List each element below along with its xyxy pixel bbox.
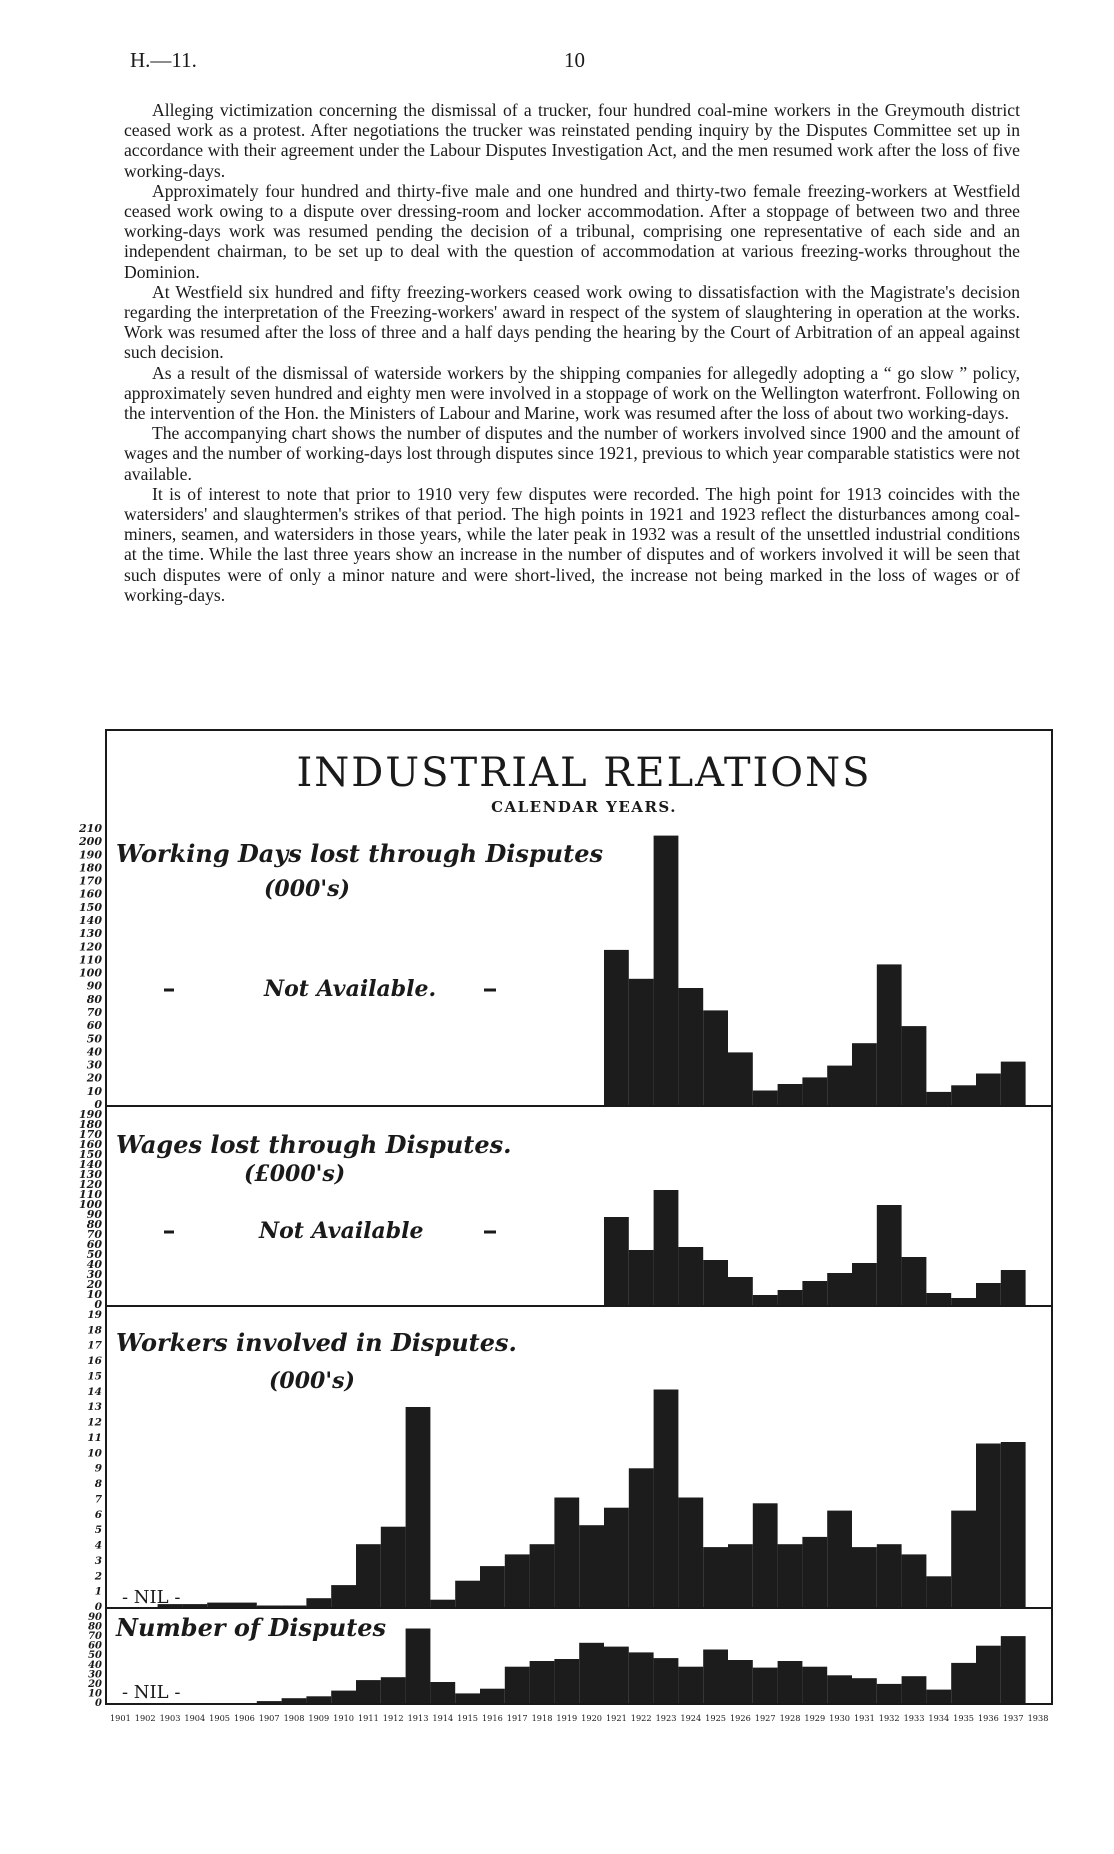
x-tick-label: 1928 <box>779 1713 801 1723</box>
y-tick-label: 110 <box>79 1188 102 1201</box>
x-tick-label: 1915 <box>457 1713 479 1723</box>
bar <box>877 964 902 1105</box>
bar <box>728 1544 753 1607</box>
y-tick-label: 130 <box>79 1168 102 1181</box>
bar <box>703 1650 728 1704</box>
bar <box>232 1603 257 1607</box>
bar <box>778 1290 803 1305</box>
y-tick-label: 8 <box>94 1478 102 1491</box>
y-tick-label: 30 <box>86 1058 102 1072</box>
bar <box>753 1503 778 1607</box>
bar <box>678 1498 703 1608</box>
bar <box>753 1091 778 1106</box>
x-tick-label: 1910 <box>333 1713 355 1723</box>
bar <box>530 1661 555 1703</box>
panel-units: (000's) <box>264 876 350 902</box>
y-tick-label: 9 <box>94 1462 102 1475</box>
bar <box>1001 1270 1026 1305</box>
x-tick-label: 1925 <box>705 1713 727 1723</box>
x-tick-label: 1904 <box>184 1713 206 1723</box>
bar <box>455 1581 480 1607</box>
x-tick-label: 1907 <box>258 1713 280 1723</box>
bar <box>778 1544 803 1607</box>
bar <box>604 950 629 1105</box>
bar <box>678 1667 703 1703</box>
chart-title: INDUSTRIAL RELATIONS <box>296 750 872 796</box>
y-tick-label: 30 <box>86 1268 102 1281</box>
bar <box>282 1698 307 1703</box>
bar <box>976 1444 1001 1608</box>
y-tick-label: 0 <box>94 1298 102 1311</box>
x-tick-label: 1937 <box>1002 1713 1024 1723</box>
y-tick-label: 160 <box>79 887 102 901</box>
y-tick-label: 0 <box>94 1098 102 1111</box>
bar <box>852 1043 877 1105</box>
y-tick-label: 120 <box>79 940 102 954</box>
x-tick-label: 1906 <box>233 1713 255 1723</box>
bar <box>802 1281 827 1305</box>
y-tick-label: 180 <box>79 1118 102 1131</box>
bar <box>232 1703 257 1704</box>
bar <box>480 1566 505 1607</box>
bar <box>505 1554 530 1607</box>
bar <box>381 1527 406 1607</box>
x-tick-label: 1901 <box>109 1713 131 1723</box>
x-tick-label: 1922 <box>630 1713 652 1723</box>
x-tick-label: 1902 <box>134 1713 156 1723</box>
bar <box>257 1606 282 1608</box>
x-tick-label: 1936 <box>977 1713 999 1723</box>
bar <box>579 1643 604 1703</box>
y-tick-label: 190 <box>79 848 102 862</box>
x-tick-label: 1929 <box>804 1713 826 1723</box>
bar <box>629 1250 654 1305</box>
bar <box>381 1677 406 1703</box>
bar <box>654 1190 679 1305</box>
bar <box>207 1703 232 1704</box>
y-tick-label: 80 <box>86 992 102 1006</box>
bar <box>629 1652 654 1703</box>
y-tick-label: 60 <box>88 1640 102 1652</box>
bar <box>827 1066 852 1105</box>
y-tick-label: 4 <box>94 1539 102 1552</box>
y-tick-label: 80 <box>88 1621 102 1633</box>
document-reference: H.—11. <box>130 48 197 72</box>
bar <box>802 1537 827 1607</box>
bar <box>976 1646 1001 1703</box>
bar <box>902 1676 927 1703</box>
bar <box>406 1629 431 1704</box>
paragraph: Approximately four hundred and thirty-five male and one hundred and thirty-two female freezing-workers at Westfield ceased work owing to a dispute over dressing-room and locker accommodation. After a stoppage of between two and three working-days work was resumed pending the decision of a tribunal, comprising one representative of each side and an independent chairman, to be set up to deal with the question of accommodation at various freezing-works throughout the Dominion. <box>124 180 1020 282</box>
y-tick-label: 70 <box>86 1228 102 1241</box>
y-tick-label: 60 <box>86 1238 102 1251</box>
x-tick-label: 1909 <box>308 1713 330 1723</box>
x-tick-label: 1924 <box>680 1713 702 1723</box>
y-tick-label: 90 <box>86 1208 102 1221</box>
bar <box>406 1407 431 1607</box>
x-tick-label: 1905 <box>209 1713 231 1723</box>
bar <box>182 1703 207 1704</box>
chart-svg <box>64 728 1054 1728</box>
y-tick-label: 120 <box>79 1178 102 1191</box>
x-tick-label: 1903 <box>159 1713 181 1723</box>
bar <box>703 1547 728 1607</box>
x-tick-label: 1911 <box>357 1713 379 1723</box>
y-tick-label: 0 <box>94 1601 102 1613</box>
bar <box>678 1247 703 1305</box>
bar <box>728 1660 753 1703</box>
y-tick-label: 16 <box>87 1355 102 1368</box>
paragraph: Alleging victimization concerning the dismissal of a trucker, four hundred coal-mine workers in the Greymouth district ceased work as a protest. After negotiations the trucker was reinstated pending inquiry by the Disputes Committee set up in accordance with their agreement under the Labour Disputes Investigation Act, and the men resumed work after the loss of five working-days. <box>124 100 1020 181</box>
x-tick-label: 1932 <box>878 1713 900 1723</box>
x-tick-label: 1930 <box>829 1713 851 1723</box>
bar <box>505 1667 530 1703</box>
y-tick-label: 140 <box>79 914 102 927</box>
y-tick-label: 180 <box>79 861 102 875</box>
y-tick-label: 200 <box>79 835 102 849</box>
x-tick-label: 1914 <box>432 1713 454 1723</box>
body-text <box>124 100 1020 605</box>
y-tick-label: 70 <box>88 1631 102 1643</box>
panel-title: Wages lost through Disputes. <box>116 1130 512 1159</box>
bar <box>778 1661 803 1703</box>
x-tick-label: 1934 <box>928 1713 950 1723</box>
bar <box>877 1544 902 1607</box>
y-tick-label: 14 <box>87 1385 102 1398</box>
y-tick-label: 50 <box>86 1248 102 1261</box>
y-tick-label: 130 <box>79 927 102 941</box>
y-tick-label: 10 <box>86 1084 102 1098</box>
bar <box>604 1647 629 1703</box>
bar <box>356 1544 381 1607</box>
bar <box>728 1277 753 1305</box>
bar <box>356 1680 381 1703</box>
bar <box>182 1604 207 1607</box>
bar <box>1001 1636 1026 1703</box>
y-tick-label: 100 <box>79 1198 102 1211</box>
bar <box>654 1390 679 1608</box>
bar <box>654 1658 679 1703</box>
bar <box>926 1576 951 1607</box>
y-tick-label: 70 <box>86 1006 102 1019</box>
y-tick-label: 5 <box>94 1524 102 1537</box>
y-tick-label: 20 <box>86 1278 102 1291</box>
y-tick-label: 40 <box>88 1659 102 1671</box>
y-tick-label: 10 <box>88 1688 102 1700</box>
bar <box>877 1684 902 1703</box>
x-tick-label: 1918 <box>531 1713 553 1723</box>
y-tick-label: 40 <box>86 1258 102 1271</box>
paragraph: It is of interest to note that prior to 1910 very few disputes were recorded. The high point for 1913 coincides with the watersiders' and slaughtermen's strikes of that period. The high points in 1921 and 1923 reflect the disturbances among coal-miners, seamen, and watersiders in those years, while the later peak in 1932 was a result of the unsettled industrial conditions at the time. While the last three years show an increase in the number of disputes and of workers involved it will be seen that such disputes were of only a minor nature and were short-lived, the increase not being marked in the loss of wages or of working-days. <box>124 483 1020 605</box>
bar <box>306 1598 331 1607</box>
y-tick-label: 15 <box>87 1370 102 1383</box>
y-tick-label: 13 <box>87 1401 102 1414</box>
x-tick-label: 1927 <box>754 1713 776 1723</box>
x-tick-label: 1912 <box>382 1713 404 1723</box>
x-tick-label: 1935 <box>953 1713 975 1723</box>
bar <box>802 1077 827 1105</box>
bar <box>282 1606 307 1608</box>
y-tick-label: 160 <box>79 1138 102 1151</box>
bar <box>629 979 654 1105</box>
y-tick-label: 40 <box>86 1045 102 1059</box>
bar <box>926 1092 951 1105</box>
bar <box>306 1696 331 1703</box>
y-tick-label: 19 <box>87 1309 102 1321</box>
y-tick-label: 90 <box>88 1612 102 1623</box>
y-tick-label: 10 <box>86 1288 102 1301</box>
y-tick-label: 10 <box>87 1447 102 1460</box>
bar <box>951 1085 976 1105</box>
x-tick-label: 1917 <box>506 1713 528 1723</box>
bar <box>480 1689 505 1703</box>
bar <box>158 1703 183 1704</box>
bar <box>455 1693 480 1703</box>
bar <box>753 1668 778 1703</box>
bar <box>207 1603 232 1607</box>
x-tick-label: 1923 <box>655 1713 677 1723</box>
bar <box>554 1498 579 1608</box>
paragraph: The accompanying chart shows the number of disputes and the number of workers involved since 1900 and the amount of wages and the number of working-days lost through disputes since 1921, previous to which year comparable statistics were not available. <box>124 423 1020 484</box>
bar <box>430 1682 455 1703</box>
y-tick-label: 150 <box>79 900 102 914</box>
bar <box>852 1547 877 1607</box>
page-number: 10 <box>564 48 585 72</box>
bar <box>976 1283 1001 1305</box>
bar <box>802 1667 827 1703</box>
x-tick-label: 1921 <box>605 1713 627 1723</box>
panel-title: Number of Disputes <box>116 1613 387 1642</box>
x-tick-label: 1908 <box>283 1713 305 1723</box>
y-tick-label: 50 <box>86 1032 102 1046</box>
nil-note: - NIL - <box>122 1682 181 1703</box>
bar <box>604 1508 629 1607</box>
y-tick-label: 100 <box>79 966 102 980</box>
bar <box>877 1205 902 1305</box>
y-tick-label: 3 <box>94 1554 102 1567</box>
y-tick-label: 80 <box>86 1218 102 1231</box>
x-tick-label: 1931 <box>853 1713 875 1723</box>
y-tick-label: 60 <box>86 1019 102 1033</box>
bar <box>1001 1062 1026 1105</box>
chart-subtitle: CALENDAR YEARS. <box>491 798 677 816</box>
bar <box>753 1295 778 1305</box>
y-tick-label: 2 <box>94 1570 102 1583</box>
y-tick-label: 150 <box>79 1148 102 1161</box>
bar <box>951 1298 976 1305</box>
y-tick-label: 170 <box>79 1128 102 1141</box>
bar <box>827 1675 852 1703</box>
industrial-relations-chart <box>64 728 1054 1728</box>
y-tick-label: 7 <box>94 1493 102 1506</box>
panel-title: Workers involved in Disputes. <box>116 1328 517 1357</box>
x-tick-label: 1938 <box>1027 1713 1049 1723</box>
bar <box>430 1600 455 1607</box>
y-tick-label: 1 <box>94 1585 102 1598</box>
bar <box>703 1260 728 1305</box>
bar <box>852 1263 877 1305</box>
y-tick-label: 210 <box>79 822 102 835</box>
bar <box>902 1554 927 1607</box>
panel-units: (£000's) <box>244 1161 346 1187</box>
bar <box>257 1701 282 1703</box>
bar <box>703 1010 728 1105</box>
bar <box>133 1703 158 1704</box>
bar <box>530 1544 555 1607</box>
not-available-note: Not Available <box>259 1218 424 1244</box>
y-tick-label: 20 <box>86 1071 102 1085</box>
bar <box>654 836 679 1105</box>
y-tick-label: 190 <box>79 1108 102 1121</box>
y-tick-label: 17 <box>87 1339 102 1352</box>
bar <box>827 1511 852 1607</box>
bar <box>951 1511 976 1607</box>
x-tick-label: 1919 <box>556 1713 578 1723</box>
nil-note: - NIL - <box>122 1587 181 1608</box>
bar <box>629 1468 654 1607</box>
y-tick-label: 0 <box>95 1698 102 1709</box>
paragraph: At Westfield six hundred and fifty freezing-workers ceased work owing to dissatisfaction with the Magistrate's decision regarding the interpretation of the Freezing-workers' award in respect of the system of slaughtering in operation at the works. Work was resumed after the loss of three and a half days pending the hearing by the Court of Arbitration of an appeal against such decision. <box>124 281 1020 363</box>
panel-title: Working Days lost through Disputes <box>116 839 603 868</box>
bar <box>554 1659 579 1703</box>
bar <box>902 1026 927 1105</box>
bar <box>827 1273 852 1305</box>
y-tick-label: 140 <box>79 1158 102 1171</box>
bar <box>902 1257 927 1305</box>
y-tick-label: 110 <box>79 953 102 967</box>
page-header <box>124 48 1024 78</box>
bar <box>926 1293 951 1305</box>
y-tick-label: 30 <box>88 1669 102 1681</box>
y-tick-label: 20 <box>88 1678 102 1690</box>
panel-units: (000's) <box>269 1368 355 1394</box>
bar <box>976 1074 1001 1106</box>
x-tick-label: 1920 <box>581 1713 603 1723</box>
y-tick-label: 18 <box>87 1324 102 1337</box>
bar <box>951 1663 976 1703</box>
bar <box>604 1217 629 1305</box>
x-tick-label: 1913 <box>407 1713 429 1723</box>
bar <box>852 1678 877 1703</box>
bar <box>579 1525 604 1607</box>
x-tick-label: 1933 <box>903 1713 925 1723</box>
y-tick-label: 90 <box>86 979 102 993</box>
x-tick-label: 1916 <box>481 1713 503 1723</box>
bar <box>728 1052 753 1105</box>
bar <box>926 1690 951 1703</box>
y-tick-label: 12 <box>87 1416 102 1429</box>
y-tick-label: 50 <box>88 1650 102 1662</box>
x-tick-label: 1926 <box>729 1713 751 1723</box>
bar <box>778 1084 803 1105</box>
bar <box>108 1703 133 1704</box>
paragraph: As a result of the dismissal of waterside workers by the shipping companies for allegedly adopting a “ go slow ” policy, approximately seven hundred and eighty men were involved in a stoppage of work on the Wellington waterfront. Following on the intervention of the Hon. the Ministers of Labour and Marine, work was resumed after the loss of about two working-days. <box>124 362 1020 424</box>
not-available-note: Not Available. <box>264 976 437 1002</box>
y-tick-label: 11 <box>87 1431 102 1444</box>
bar <box>678 988 703 1105</box>
bar <box>331 1585 356 1607</box>
y-tick-label: 6 <box>94 1508 102 1521</box>
bar <box>331 1691 356 1703</box>
bar <box>1001 1442 1026 1607</box>
y-tick-label: 170 <box>79 874 102 888</box>
